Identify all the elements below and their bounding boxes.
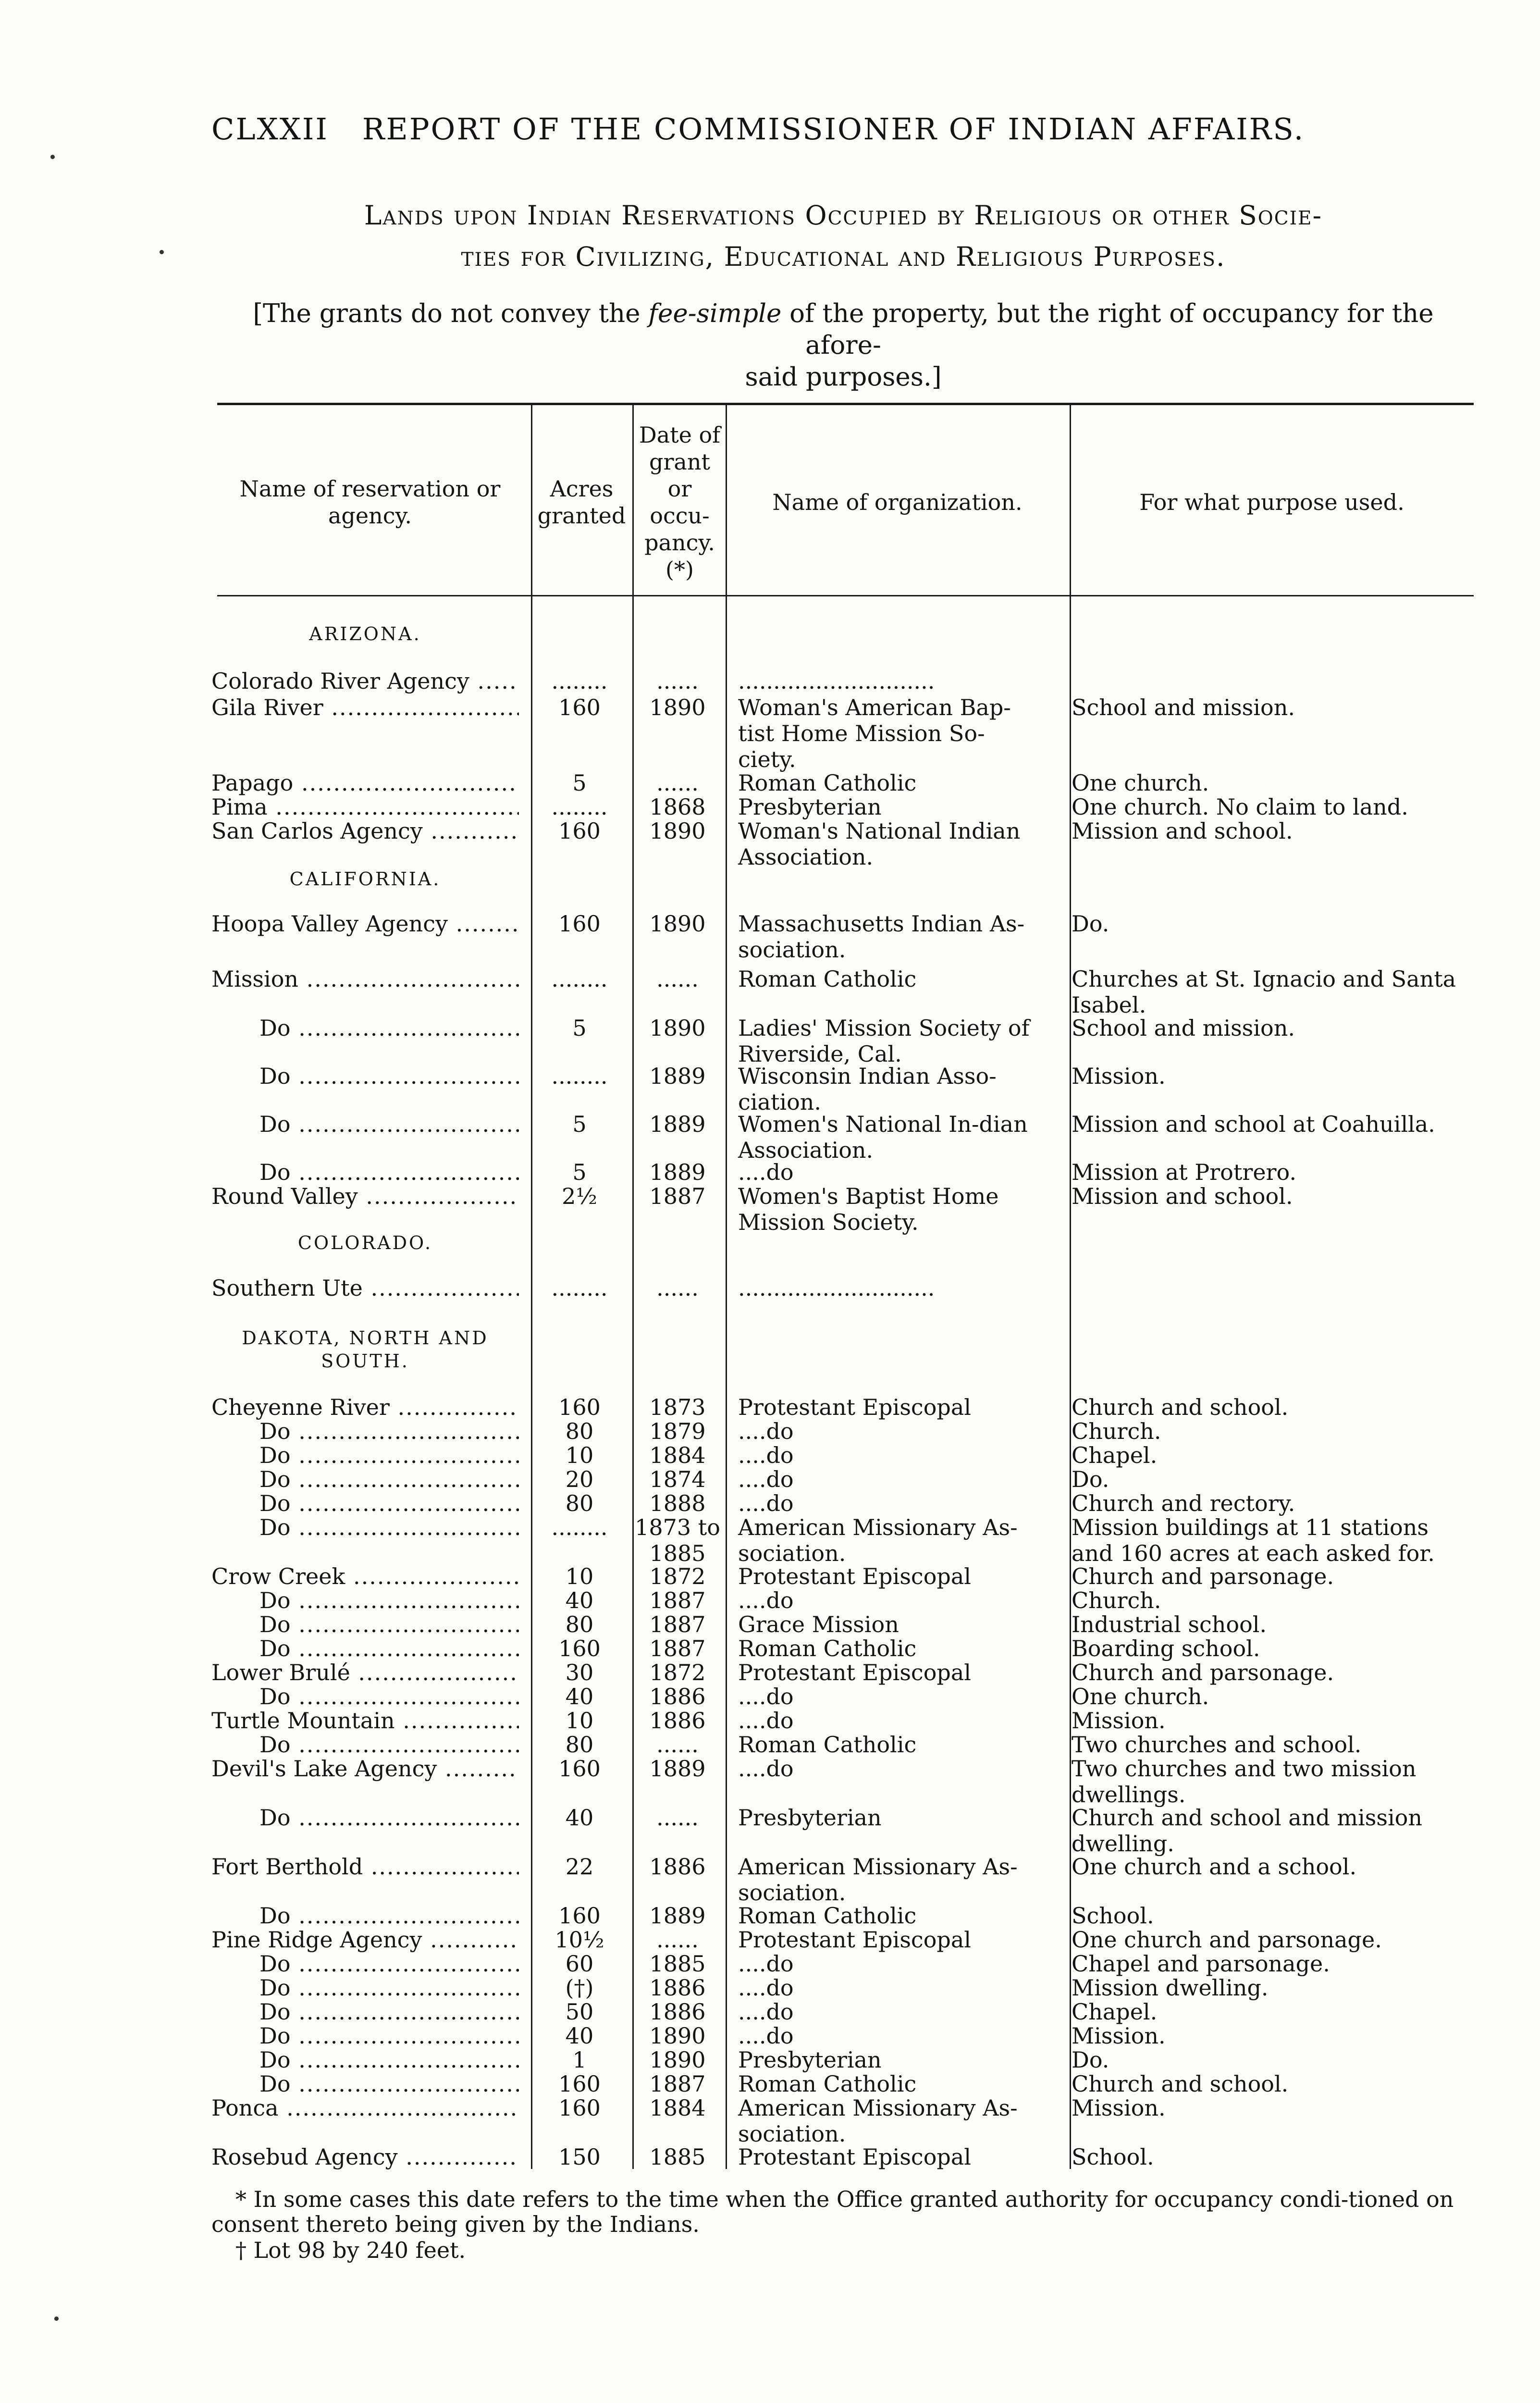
date-cell: 1873 to 1885 (635, 1514, 720, 1566)
reservation-cell: Do ..... (211, 1635, 519, 1661)
acres-cell: 80 (565, 1732, 594, 1758)
acres-cell: 40 (565, 1684, 594, 1709)
reservation-cell: Pima ..... (211, 794, 519, 820)
date-cell: 1886 (649, 1708, 706, 1734)
date-cell: ...... (656, 1732, 699, 1758)
acres-cell: 160 (558, 911, 601, 937)
note-part-b: of the property, but the right of occupancy for the afore- (781, 299, 1434, 360)
title-line-1: Lands upon Indian Reservations Occupied by Religious or other Socie- (364, 200, 1323, 231)
reservation-cell: Lower Brulé ..... (211, 1660, 519, 1685)
acres-cell: 2½ (562, 1183, 597, 1209)
col-header-reservation: Name of reservation or agency. (239, 476, 501, 529)
acres-cell: 40 (565, 1805, 594, 1831)
title-line-2: ties for Civilizing, Educational and Religious Purposes. (461, 241, 1226, 272)
note-italic: fee-simple (648, 299, 782, 328)
purpose-cell: One church and parsonage. (1072, 1927, 1382, 1953)
date-cell: 1872 (649, 1563, 706, 1589)
acres-cell: 30 (565, 1660, 594, 1685)
table-top-rule (217, 403, 1474, 405)
acres-cell: 160 (558, 1903, 601, 1929)
date-cell: ...... (656, 1805, 699, 1831)
date-cell: 1879 (649, 1418, 706, 1444)
purpose-cell: Mission dwelling. (1072, 1975, 1269, 2001)
date-cell: 1889 (649, 1756, 706, 1782)
acres-cell: 80 (565, 1611, 594, 1637)
purpose-cell: Boarding school. (1072, 1635, 1260, 1661)
acres-cell: 10 (565, 1708, 594, 1734)
reservation-cell: Papago ..... (211, 770, 519, 796)
acres-cell: 5 (572, 770, 587, 796)
date-cell: ...... (656, 1275, 699, 1301)
header-bottom-rule (217, 595, 1474, 596)
organization-cell: Woman's National Indian Association. (738, 818, 1021, 870)
organization-cell: ....do (738, 1442, 794, 1468)
purpose-cell: Church and parsonage. (1072, 1660, 1334, 1685)
purpose-cell: Industrial school. (1072, 1611, 1267, 1637)
organization-cell: ....do (738, 1975, 794, 2001)
acres-cell: 150 (558, 2144, 601, 2170)
date-cell: 1888 (649, 1490, 706, 1516)
date-cell: 1890 (649, 1015, 706, 1041)
reservation-cell: Mission ..... (211, 966, 519, 992)
acres-cell: 160 (558, 1635, 601, 1661)
organization-cell: Roman Catholic (738, 770, 917, 796)
purpose-cell: Mission. (1072, 2023, 1166, 2049)
acres-cell: 80 (565, 1490, 594, 1516)
date-cell: ...... (656, 966, 699, 992)
acres-cell: ........ (551, 1514, 608, 1540)
purpose-cell: Mission. (1072, 1708, 1166, 1734)
reservation-cell: Gila River ..... (211, 694, 519, 720)
purpose-cell: Church and school and mission dwelling. (1072, 1805, 1422, 1857)
date-cell: 1887 (649, 1183, 706, 1209)
page-header (211, 111, 1470, 147)
acres-cell: 160 (558, 1394, 601, 1420)
acres-cell: 10 (565, 1442, 594, 1468)
organization-cell: Grace Mission (738, 1611, 899, 1637)
footnote-dagger: † Lot 98 by 240 feet. (235, 2237, 466, 2263)
reservation-cell: Do ..... (211, 1951, 519, 1977)
organization-cell: Roman Catholic (738, 966, 917, 992)
acres-cell: 160 (558, 2095, 601, 2121)
organization-cell: Women's Baptist Home Mission Society. (738, 1183, 999, 1235)
organization-cell: American Missionary As-sociation. (738, 1514, 1018, 1566)
reservation-cell: Cheyenne River ..... (211, 1394, 519, 1420)
date-cell: 1889 (649, 1063, 706, 1089)
running-head: REPORT OF THE COMMISSIONER OF INDIAN AFFAIRS. (362, 111, 1305, 147)
acres-cell: 22 (565, 1854, 594, 1880)
acres-cell: ........ (551, 1275, 608, 1301)
purpose-cell: Mission and school. (1072, 1183, 1293, 1209)
purpose-cell: School and mission. (1072, 694, 1295, 720)
purpose-cell: Mission and school at Coahuilla. (1072, 1111, 1435, 1137)
date-cell: 1886 (649, 1999, 706, 2025)
purpose-cell: Mission and school. (1072, 818, 1293, 844)
organization-cell: ............................ (738, 1275, 935, 1301)
acres-cell: ........ (551, 794, 608, 820)
organization-cell: Protestant Episcopal (738, 1927, 971, 1953)
date-cell: 1885 (649, 2144, 706, 2170)
reservation-cell: Do ..... (211, 1418, 519, 1444)
acres-cell: ........ (551, 966, 608, 992)
acres-cell: 160 (558, 694, 601, 720)
reservation-cell: Do ..... (211, 1490, 519, 1516)
date-cell: 1868 (649, 794, 706, 820)
organization-cell: ....do (738, 1490, 794, 1516)
organization-cell: Massachusetts Indian As-sociation. (738, 911, 1025, 963)
date-cell: 1884 (649, 2095, 706, 2121)
column-divider-2 (632, 403, 634, 2169)
organization-cell: Roman Catholic (738, 1635, 917, 1661)
acres-cell: 10½ (554, 1927, 604, 1953)
reservation-cell: Do ..... (211, 2023, 519, 2049)
purpose-cell: School and mission. (1072, 1015, 1295, 1041)
date-cell: 1873 (649, 1394, 706, 1420)
reservation-cell: Colorado River Agency ..... (211, 668, 519, 694)
date-cell: 1890 (649, 694, 706, 720)
page-number: CLXXII (211, 111, 329, 147)
organization-cell: ....do (738, 1708, 794, 1734)
column-divider-3 (726, 403, 727, 2169)
purpose-cell: Churches at St. Ignacio and Santa Isabel. (1072, 966, 1456, 1018)
purpose-cell: Two churches and school. (1072, 1732, 1362, 1758)
organization-cell: Wisconsin Indian Asso-ciation. (738, 1063, 997, 1115)
organization-cell: ....do (738, 1418, 794, 1444)
reservation-cell: Devil's Lake Agency ..... (211, 1756, 519, 1782)
reservation-cell: Do ..... (211, 1514, 519, 1540)
reservation-cell: Do ..... (211, 1732, 519, 1758)
organization-cell: Roman Catholic (738, 1903, 917, 1929)
acres-cell: 50 (565, 1999, 594, 2025)
reservation-cell: Do ..... (211, 1159, 519, 1185)
note-part-a: [The grants do not convey the (253, 299, 649, 328)
reservation-cell: Do ..... (211, 1111, 519, 1137)
organization-cell: ....do (738, 1684, 794, 1709)
purpose-cell: Mission. (1072, 2095, 1166, 2121)
date-cell: 1872 (649, 1660, 706, 1685)
acres-cell: 160 (558, 1756, 601, 1782)
acres-cell: 40 (565, 2023, 594, 2049)
purpose-cell: Church and school. (1072, 1394, 1289, 1420)
purpose-cell: Do. (1072, 2047, 1109, 2073)
reservation-cell: Do ..... (211, 1805, 519, 1831)
purpose-cell: School. (1072, 2144, 1154, 2170)
date-cell: ...... (656, 1927, 699, 1953)
purpose-cell: Two churches and two mission dwellings. (1072, 1756, 1417, 1808)
acres-cell: 60 (565, 1951, 594, 1977)
date-cell: 1890 (649, 2023, 706, 2049)
organization-cell: ............................ (738, 668, 935, 694)
organization-cell: ....do (738, 1999, 794, 2025)
reservation-cell: San Carlos Agency ..... (211, 818, 519, 844)
organization-cell: Protestant Episcopal (738, 1660, 971, 1685)
purpose-cell: Mission. (1072, 1063, 1166, 1089)
organization-cell: Presbyterian (738, 2047, 882, 2073)
acres-cell: 1 (572, 2047, 587, 2073)
organization-cell: Women's National In-dian Association. (738, 1111, 1028, 1163)
date-cell: 1890 (649, 818, 706, 844)
reservation-cell: Do ..... (211, 2071, 519, 2097)
purpose-cell: Church. (1072, 1418, 1161, 1444)
acres-cell: (†) (565, 1975, 594, 2001)
reservation-cell: Southern Ute ..... (211, 1275, 519, 1301)
organization-cell: American Missionary As-sociation. (738, 2095, 1018, 2147)
note-part-c: said purposes.] (745, 362, 942, 392)
organization-cell: Presbyterian (738, 1805, 882, 1831)
date-cell: 1887 (649, 1611, 706, 1637)
reservation-cell: Rosebud Agency ..... (211, 2144, 519, 2170)
reservation-cell: Pine Ridge Agency ..... (211, 1927, 519, 1953)
reservation-cell: Do ..... (211, 1587, 519, 1613)
date-cell: 1886 (649, 1975, 706, 2001)
acres-cell: ........ (551, 668, 608, 694)
section-arizona: ARIZONA. (309, 623, 421, 644)
col-header-purpose: For what purpose used. (1139, 489, 1404, 515)
reservation-cell: Turtle Mountain ..... (211, 1708, 519, 1734)
purpose-cell: One church. No claim to land. (1072, 794, 1408, 820)
acres-cell: 5 (572, 1015, 587, 1041)
organization-cell: Protestant Episcopal (738, 1394, 971, 1420)
organization-cell: ....do (738, 2023, 794, 2049)
page-mark (50, 155, 55, 159)
date-cell: 1887 (649, 2071, 706, 2097)
organization-cell: Roman Catholic (738, 2071, 917, 2097)
date-cell: ...... (656, 668, 699, 694)
date-cell: 1886 (649, 1854, 706, 1880)
page-mark (54, 2316, 59, 2321)
organization-cell: Roman Catholic (738, 1732, 917, 1758)
purpose-cell: Church and rectory. (1072, 1490, 1295, 1516)
page-mark (160, 250, 164, 254)
column-divider-4 (1070, 403, 1071, 2169)
reservation-cell: Do ..... (211, 1999, 519, 2025)
purpose-cell: One church. (1072, 1684, 1209, 1709)
organization-cell: ....do (738, 1466, 794, 1492)
organization-cell: Ladies' Mission Society of Riverside, Cal. (738, 1015, 1030, 1067)
reservation-cell: Do ..... (211, 1063, 519, 1089)
reservation-cell: Do ..... (211, 1975, 519, 2001)
date-cell: 1885 (649, 1951, 706, 1977)
purpose-cell: Mission buildings at 11 stations and 160 acres at each asked for. (1072, 1514, 1435, 1566)
acres-cell: 40 (565, 1587, 594, 1613)
acres-cell: 20 (565, 1466, 594, 1492)
reservation-cell: Do ..... (211, 1015, 519, 1041)
section-colorado: COLORADO. (297, 1232, 433, 1253)
acres-cell: ........ (551, 1063, 608, 1089)
date-cell: 1887 (649, 1635, 706, 1661)
purpose-cell: One church. (1072, 770, 1209, 796)
acres-cell: 10 (565, 1563, 594, 1589)
reservation-cell: Do ..... (211, 1903, 519, 1929)
reservation-cell: Do ..... (211, 1442, 519, 1468)
organization-cell: ....do (738, 1159, 794, 1185)
footnote-star: * In some cases this date refers to the time when the Office granted authority for occupancy condi-tioned on consent thereto being given by the Indians. (211, 2186, 1454, 2237)
organization-cell: Protestant Episcopal (738, 1563, 971, 1589)
date-cell: 1890 (649, 911, 706, 937)
acres-cell: 5 (572, 1159, 587, 1185)
reservation-cell: Do ..... (211, 1611, 519, 1637)
purpose-cell: Mission at Protrero. (1072, 1159, 1297, 1185)
organization-cell: ....do (738, 1756, 794, 1782)
purpose-cell: Do. (1072, 1466, 1109, 1492)
date-cell: 1887 (649, 1587, 706, 1613)
purpose-cell: Do. (1072, 911, 1109, 937)
acres-cell: 160 (558, 2071, 601, 2097)
purpose-cell: Chapel. (1072, 1999, 1158, 2025)
purpose-cell: School. (1072, 1903, 1154, 1929)
col-header-date: Date of grant or occu-pancy. (*) (639, 422, 721, 582)
purpose-cell: Chapel and parsonage. (1072, 1951, 1330, 1977)
date-cell: 1884 (649, 1442, 706, 1468)
organization-cell: Protestant Episcopal (738, 2144, 971, 2170)
organization-cell: ....do (738, 1951, 794, 1977)
reservation-cell: Do ..... (211, 1466, 519, 1492)
reservation-cell: Crow Creek ..... (211, 1563, 519, 1589)
organization-cell: Presbyterian (738, 794, 882, 820)
reservation-cell: Do ..... (211, 1684, 519, 1709)
acres-cell: 80 (565, 1418, 594, 1444)
acres-cell: 5 (572, 1111, 587, 1137)
reservation-cell: Do ..... (211, 2047, 519, 2073)
date-cell: 1886 (649, 1684, 706, 1709)
reservation-cell: Ponca ..... (211, 2095, 519, 2121)
date-cell: 1889 (649, 1159, 706, 1185)
purpose-cell: Chapel. (1072, 1442, 1158, 1468)
date-cell: 1890 (649, 2047, 706, 2073)
date-cell: 1889 (649, 1903, 706, 1929)
table-title (211, 195, 1475, 277)
section-california: CALIFORNIA. (289, 868, 441, 890)
organization-cell: American Missionary As-sociation. (738, 1854, 1018, 1906)
purpose-cell: Church. (1072, 1587, 1161, 1613)
section-dakota: DAKOTA, NORTH AND SOUTH. (242, 1327, 489, 1372)
purpose-cell: One church and a school. (1072, 1854, 1357, 1880)
grant-note (211, 298, 1475, 393)
purpose-cell: Church and school. (1072, 2071, 1289, 2097)
reservation-cell: Fort Berthold ..... (211, 1854, 519, 1880)
reservation-cell: Hoopa Valley Agency ..... (211, 911, 519, 937)
organization-cell: Woman's American Bap-tist Home Mission So-ciety. (738, 694, 1011, 772)
purpose-cell: Church and parsonage. (1072, 1563, 1334, 1589)
date-cell: ...... (656, 770, 699, 796)
date-cell: 1874 (649, 1466, 706, 1492)
date-cell: 1889 (649, 1111, 706, 1137)
reservation-cell: Round Valley ..... (211, 1183, 519, 1209)
col-header-organization: Name of organization. (772, 489, 1023, 515)
acres-cell: 160 (558, 818, 601, 844)
col-header-acres: Acres granted (537, 476, 626, 529)
organization-cell: ....do (738, 1587, 794, 1613)
